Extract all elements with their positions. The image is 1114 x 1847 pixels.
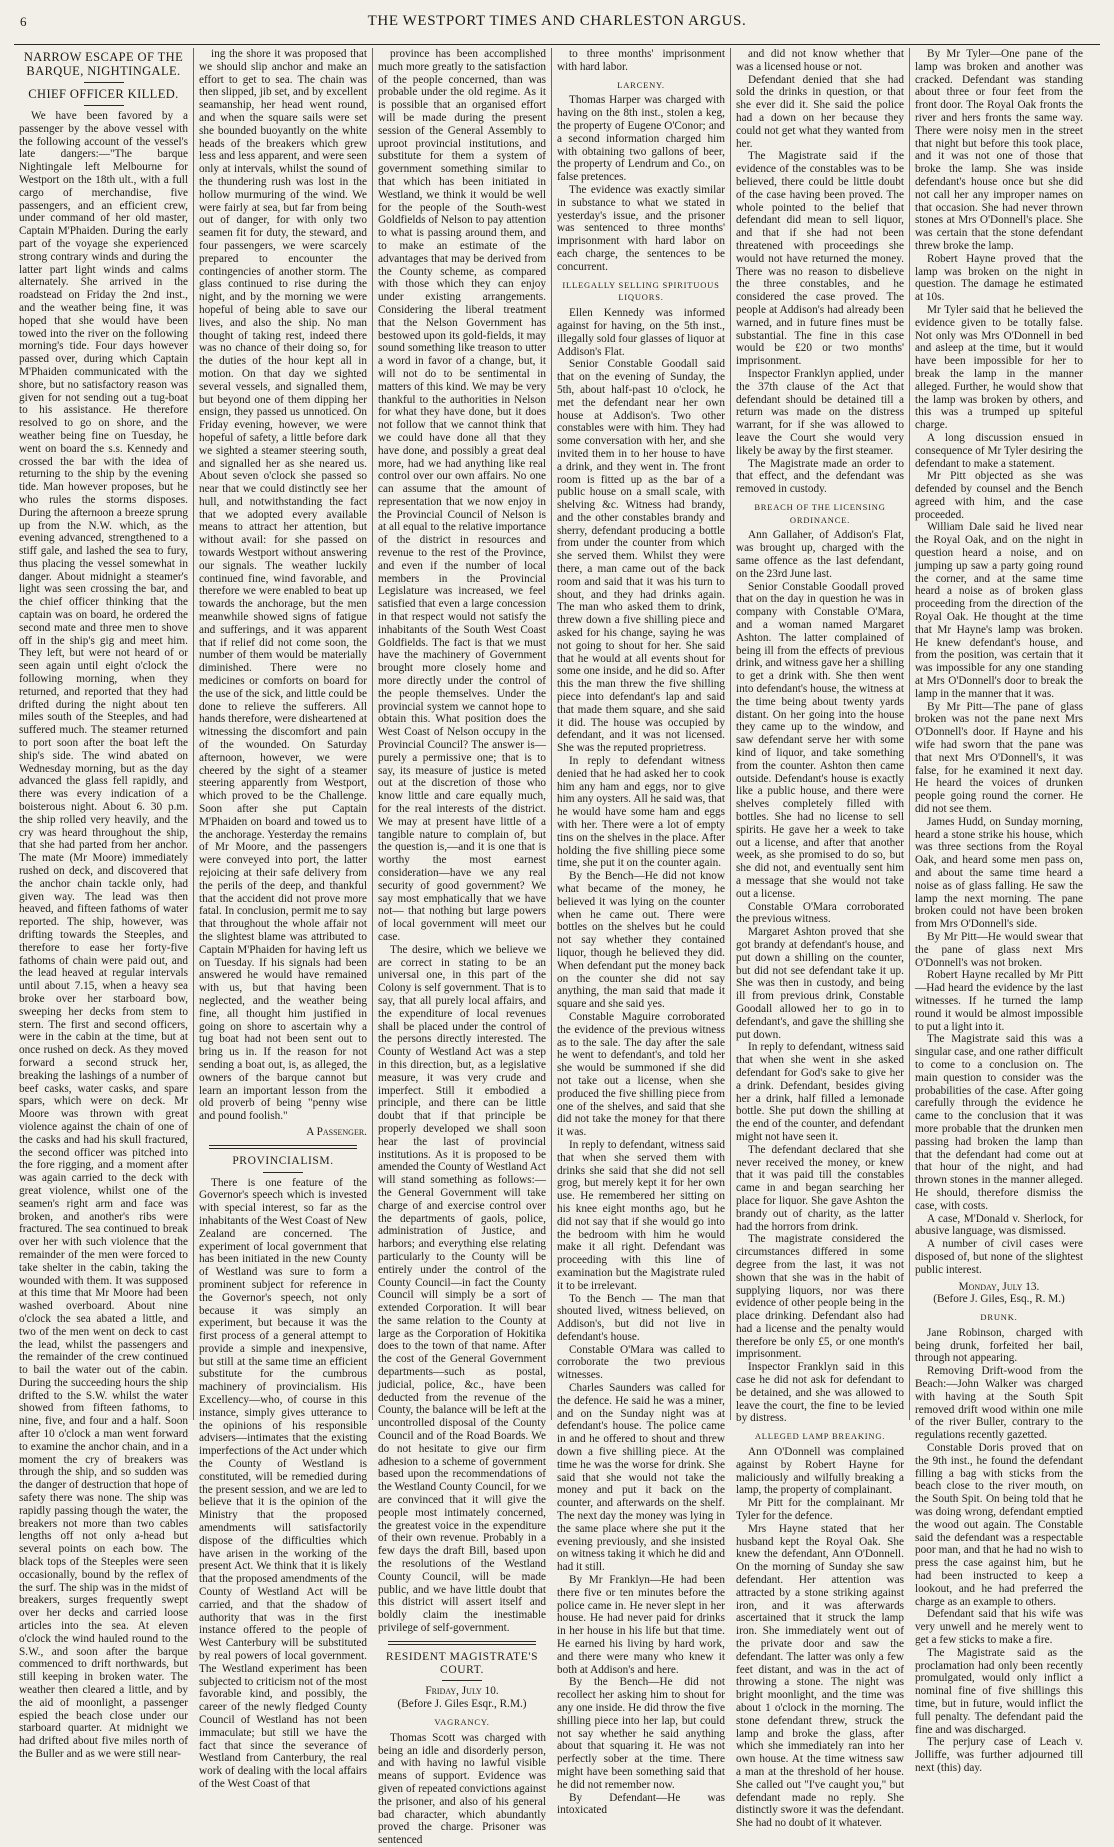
paragraph: Mr Pitt for the complainant. Mr Tyler for the defence. <box>736 1497 904 1523</box>
case-subheading: ILLEGALLY SELLING SPIRITUOUS LIQUORS. <box>562 279 720 303</box>
paragraph: Ann O'Donnell was complained against by Robert Hayne for maliciously and wilfully breaking a lamp, the property of complainant. <box>736 1446 904 1497</box>
paragraph: James Hudd, on Sunday morning, heard a stone strike his house, which was three sections from the Royal Oak, and heard some men pass on, and about the same time heard a noise as of glass falling. He saw the lamp the next morning. The pane broken could not have been broken from Mrs O'Donnell's side. <box>915 815 1083 931</box>
article-subheading-chief-officer: CHIEF OFFICER KILLED. <box>28 87 179 101</box>
paragraph: In reply to defendant, witness said that when she served them with drinks she said that she did not sell grog, but merely kept it for her own use. He remembered her sitting on his knee eight months ago, but he did not say that if she would go into the bedroom with him he would make it all right. Defendant was proceeding with this line of examination but the Magistrate ruled it to be irrelevant. <box>557 1138 725 1292</box>
paragraph: The Magistrate made an order to that effect, and the defendant was removed in custody. <box>736 457 904 496</box>
paragraph: Thomas Scott was charged with being an idle and disorderly person, and with having no lawful visible means of support. Evidence was given of repeated convictions against the prisoner, and also of his general bad character, which abundantly proved the charge. Prisoner was sentenced <box>378 1731 546 1847</box>
paragraph: Removing Drift-wood from the Beach:—John Walker was charged with having at the South Spit removed drift wood within one mile of the river Buller, contrary to the regulations recently gazetted. <box>915 1365 1083 1442</box>
paragraph: Robert Hayne proved that the lamp was broken on the night in question. The damage he estimated at 10s. <box>915 252 1083 304</box>
paragraph: to three months' imprisonment with hard labor. <box>557 48 725 73</box>
paragraph: The Magistrate said as the proclamation had only been recently promulgated, would only inflict a nominal fine of five shillings this time, but in future, would inflict the full penalty. The defendant paid the fine and was discharged. <box>915 1646 1083 1736</box>
paragraph: A number of civil cases were disposed of, but none of the slightest public interest. <box>915 1238 1083 1276</box>
paragraph: The magistrate considered the circumstances differed in some degree from the last, it was not shown that she was in the habit of supplying liquors, nor was there evidence of other people being in the place drinking. Defendant also had had a license and the penalty would therefore be only £5, or one month's imprisonment. <box>736 1233 904 1361</box>
dateline: Friday, July 10. <box>425 1685 499 1698</box>
columns <box>14 48 1100 1847</box>
paragraph: By Mr Pitt—The pane of glass broken was not the pane next Mrs O'Donnell's door. If Hayne and his wife had sworn that the pane was that next Mrs O'Donnell's, it was false, for he examined it next day. He heard the voices of drunken people going round the corner. He did not see them. <box>915 700 1083 816</box>
paragraph: By the Bench—He did not recollect her asking him to shout for any one inside. He did throw the five shilling piece into her lap, but could not say whether he said anything about that squaring it. He was not perfectly sober at the time. There might have been something said that he did not remember now. <box>557 1676 725 1791</box>
divider <box>84 82 124 83</box>
column-5 <box>730 48 909 1830</box>
paragraph: Senior Constable Goodall proved that on the day in question he was in company with Constable O'Mara, and a woman named Margaret Ashton. The latter complained of being ill from the effects of previous drink, and witness gave her a shilling to get a drink with. She then went into defendant's house, the witness at the time being about twenty yards distant. On her going into the house they came up to the window, and saw defendant serve her with some kind of liquor, and take something from the counter. Ashton then came outside. Defendant's house is exactly like a public house, and there were shelves completely filled with bottles. She had no license to sell spirits. He gave her a week to take out a license, and after that another week, as she promised to do so, but she did not, and eventually sent him a message that she would not take out a license. <box>736 580 904 900</box>
paragraph: To the Bench — The man that shouted lived, witness believed, on Addison's, but did not live in defendant's house. <box>557 1292 725 1343</box>
paragraph: Constable O'Mara was called to corroborate the two previous witnesses. <box>557 1343 725 1382</box>
paragraph: Jane Robinson, charged with being drunk, forfeited her bail, through not appearing. <box>915 1326 1083 1365</box>
paragraph: By Mr Franklyn—He had been there five or ten minutes before the police came in. He never slept in her house. He had never paid for drinks in her house in his life but that time. He earned his living by hard work, and there were many who knew it both at Addison's and here. <box>557 1574 725 1676</box>
paragraph: Senior Constable Goodall said that on the evening of Sunday, the 5th, about half-past 10 o'clock, he met the defendant near her own house at Addison's. Two other constables were with him. They had some conversation with her, and she invited them in to her house to have a drink, and they went in. The front room is fitted up as the bar of a public house on a small scale, with shelving &c. Witness had brandy, and the other constables brandy and sherry, defendant producing a bottle from under the counter from which she served them. Whilst they were there, a man came out of the back room and said that it was his turn to shout, and they had drinks again. The man who asked them to drink, threw down a five shilling piece and asked for his change, saying he was not going to shout for her. She said that he would at all events shout for some one inside, and he did so. After this the man threw the five shilling piece into defendant's lap and said that made them square, and she said it did. The house was occupied by defendant, and it was not licensed. She was the reputed proprietress. <box>557 358 725 755</box>
paragraph: Ellen Kennedy was informed against for having, on the 5th inst., illegally sold four glasses of liquor at Addison's Flat. <box>557 307 725 358</box>
paragraph: ing the shore it was proposed that we should slip anchor and make an effort to get to sea. The chain was then slipped, jib set, and by excellent seamanship, her head went round, and when the square sails were set she bounded buoyantly on the white heads of the breakers which grew less and less apparent, and were seen only at intervals, whilst the sound of the thundering rush was lost in the hollow murmuring of the wind. We were fairly at sea, but far from being out of danger, for with only two seamen fit for duty, the steward, and four passengers, we were scarcely prepared to encounter the contingencies of another storm. The glass continued to rise during the night, and by the morning we were hopeful of being able to save our lives, and also the ship. No man thought of taking rest, indeed there was no chance of their doing so, for the duties of the hour kept all in motion. On that day we sighted several vessels, and signalled them, but beyond one of them dipping her ensign, they passed us unnoticed. On Friday evening, however, we were hopeful of safety, a little before dark we sighted a steamer steering south, and signalled her as she neared us. About seven o'clock she passed so near that we could distinctly see her hull, and notwithstanding the fact that we adopted every available means to attract her attention, but without avail: for she passed on towards Westport without answering our signals. The weather luckily continued fine, wind favorable, and therefore we were enabled to beat up towards the anchorage, but the men meanwhile showed signs of fatigue and sufferings, and it was apparent that if relief did not come soon, the number of them would be materially diminished. There were no medicines or comforts on board for the use of the sick, and little could be done to relieve the sufferers. All hands therefore, were disheartened at witnessing the discomfort and pain of the wounded. On Saturday afternoon, however, we were cheered by the sight of a steamer steering apparently from Westport, which proved to be the Challenge. Soon after she put Captain M'Phaiden on board and towed us to the anchorage. Yesterday the remains of Mr Moore, and the passengers were conveyed into port, the latter rejoicing at their safe delivery from the perils of the deep, and thankful that the accident did not prove more fatal. In conclusion, permit me to say that throughout the whole affair not the slightest blame was attributed to Captain M'Phaiden for having left us on Tuesday. If his signals had been answered he would have remained with us, but that having been neglected, and the weather being fine, all thought him justified in going on shore to ascertain why a tug boat had not been sent out to bring us in. If the reason for not sending a boat out, is, as alleged, the owners of the barque cannot but learn an important lesson from the old proverb of being "penny wise and pound foolish." <box>199 48 367 1123</box>
paragraph: By the Bench—He did not know what became of the money, he believed it was lying on the counter when he came out. There were bottles on the shelves but he could not say whether they contained liquor, though he believed they did. When defendant put the money back on the counter she did not say anything, the man said that made it square and she said yes. <box>557 870 725 1011</box>
paragraph: Constable Doris proved that on the 9th inst., he found the defendant filling a bag with sticks from the beach close to the river mouth, on the South Spit. On being told that he was doing wrong, defendant emptied the wood out again. The Constable said the defendant was a respectable poor man, and that he had no wish to press the case against him, but he had been instructed to keep a lookout, and he had preferred the charge as an example to others. <box>915 1442 1083 1608</box>
page-number: 6 <box>20 14 27 29</box>
divider <box>388 1641 536 1645</box>
paragraph: Defendant said that his wife was very unwell and he merely went to get a few sticks to make a fire. <box>915 1608 1083 1647</box>
paragraph: There is one feature of the Governor's speech which is invested with special interest, so far as the inhabitants of the West Coast of New Zealand are concerned. The experiment of local government that has been initiated in the new County of Westland was sure to form a prominent subject for reference in the Governor's speech, not only because it was simply an experiment, but because it was the first process of a general attempt to provide a simple and inexpensive, but still at the same time an efficient substitute for the cumbrous machinery of provincialism. His Excellency—who, of course in this instance, simply gives utterance to the opinions of his responsible advisers—intimates that the existing imperfections of the Act under which the County of Westland is constituted, will be remedied during the present session, and we are led to believe that it is the opinion of the Ministry that the proposed amendments will satisfactorily dispose of the difficulties which have arisen in the working of the present Act. We think that it is likely that the proposed amendments of the County of Westland Act will be carried, and that the shadow of authority that was in the first instance offered to the people of West Canterbury will be substituted by real powers of local government. The Westland experiment has been subjected to criticism not of the most favorable kind, and possibly, the career of the newly fledged County Council of Westland has not been immaculate; but still we have the fact that since the severance of Westland from Canterbury, the real work of dealing with the local affairs of the West Coast of that <box>199 1176 367 1790</box>
paragraph: Inspector Franklyn said in this case he did not ask for defendant to be detained, and she was allowed to leave the court, the fine to be levied by distress. <box>736 1361 904 1425</box>
paragraph: By Mr Tyler—One pane of the lamp was broken and another was cracked. Defendant was standing about three or four feet from the front door. The Royal Oak fronts the river and hers fronts the same way. There were noisy men in the street that night but before this took place, and it was not one of those that broke the lamp. She was inside defendant's house once but she did not call her any improper names on that occasion. She had never thrown stones at Mrs O'Donnell's place. She was certain that the stone defendant threw broke the lamp. <box>915 48 1083 252</box>
paragraph: The desire, which we believe we are correct in stating to be an universal one, in this part of the Colony is self government. That is to say, that all purely local affairs, and the expenditure of local revenues shall be placed under the control of the persons directly interested. The County of Westland Act was a step in this direction, but, as a legislative measure, it was very crude and imperfect. Still it embodied a principle, and there can be little doubt that if that principle be properly developed we shall soon hear the last of provincial institutions. As it is proposed to be amended the County of Westland Act will stand something as follows:—the General Government will take charge of and exercise control over the departments of gaols, police, administration of Justice, and harbors; and everything else relating particularly to the County will be entirely under the control of the County Council—in fact the County Council will simply be a sort of extended Corporation. It will bear the same relation to the County at large as the Corporation of Hokitika does to the town of that name. After the cost of the General Government departments—such as postal, judicial, police, &c., have been deducted from the revenue of the County, the balance will be left at the uncontrolled disposal of the County Council and of the Road Boards. We do not hesitate to give our firm adhesion to a scheme of government based upon the recommendations of the Westland County Council, for we are convinced that it will give the people most intimately concerned, the greatest voice in the expenditure of their own revenue. Probably in a few days the draft Bill, based upon the resolutions of the Westland County Council, will be made public, and we have little doubt that this district will assert itself and boldly claim the inestimable privilege of self-government. <box>378 943 546 1635</box>
paragraph: The Magistrate said this was a singular case, and one rather difficult to come to a conclusion on. The main question to consider was the probabilities of the case. After going carefully through the evidence he came to the conclusion that it was more probable that the drunken men passing had broken the lamp than that the defendant had come out at that hour of the night, and had thrown stones in the manner alleged. He should, therefore dismiss the case, with costs. <box>915 1033 1083 1212</box>
column-4 <box>551 48 730 1817</box>
column-3 <box>372 48 551 1847</box>
bench-line: (Before J. Giles, Esq., R. M.) <box>933 1293 1065 1306</box>
article-heading-court: RESIDENT MAGISTRATE'S COURT. <box>385 1650 539 1676</box>
column-2 <box>193 48 372 1790</box>
dateline: Monday, July 13. <box>958 1280 1040 1293</box>
article-heading-nightingale: NARROW ESCAPE OF THE BARQUE, NIGHTINGALE. <box>23 50 184 78</box>
paragraph: Margaret Ashton proved that she got brandy at defendant's house, and put down a shilling on the counter, but did not see defendant take it up. She was then in custody, and being ill from previous drink, Constable Goodall allowed her to go in to defendant's, and gave the shilling she put down. <box>736 926 904 1041</box>
paragraph: Constable O'Mara corroborated the previous witness. <box>736 900 904 926</box>
paragraph: We have been favored by a passenger by the above vessel with the following account of the vessel's late dangers:—"The barque Nightingale left Melbourne for Westport on the 18th ult., with a full cargo of merchandise, five passengers, and an efficient crew, under command of her old master, Captain M'Phaiden. During the early part of the voyage she experienced strong contrary winds and during the latter part light winds and calms alternately. She arrived in the roadstead on Friday the 2nd inst., and the weather being fine, it was hoped that she would have been towed into the river on the following morning's tide. Four days however passed over, during which Captain M'Phaiden communicated with the shore, but no satisfactory reason was given for not sending out a tug-boat to his assistance. He therefore resolved to go on shore, and the weather being fine on Tuesday, he went on board the s.s. Kennedy and crossed the bar with the idea of returning to the ship by the evening tide. Man however proposes, but he who rules the storms disposes. During the afternoon a breeze sprung up from the N.W. which, as the evening advanced, strengthened to a stiff gale, and lashed the sea to fury, thus placing the vessel somewhat in danger. About midnight a steamer's light was seen crossing the bar, and the chief officer thinking that the captain was on board, he ordered the second mate and three men to shove off in the ship's gig and meet him. They left, but were not heard of or seen again until eight o'clock the following morning, when they returned, and reported that they had drifted during the night about ten miles south of the Steeples, and had suffered much. The steamer returned to port soon after the boat left the ship's side. The wind abated on Wednesday morning, but as the day advanced the glass fell rapidly, and there was every indication of a boisterous night. About 6. 30 p.m. the ship rolled very heavily, and the cry was heard throughout the ship, that she had parted from her anchor. The mate (Mr Moore) immediately rushed on deck, and discovered that the anchor chain tackle only, had given way. The lead was then heaved, and fifteen fathoms of water reported. The ship, however, was drifting towards the Steeples, and therefore to ease her forty-five fathoms of chain were paid out, and the lead heaved at regular intervals until about 7.15, when a heavy sea broke over her starboard bow, sweeping her decks from stem to stern. The first and second officers, were in the cabin at the time, but at once rushed on deck. As they moved forward a second struck her, breaking the lashings of a number of beef casks, water casks, and spare spars, which were on deck. Mr Moore was thrown with great violence against the chain of one of the casks and had his skull fractured, the second officer was pitched into the fore rigging, and a moment after was again carried to the deck with great violence, whilst one of the seamen's right arm and face was broken, and another's ribs were fractured. The sea continued to break over her with such violence that the remainder of the men were forced to take shelter in the cabin, taking the wounded with them. It was supposed at this time that Mr Moore had been washed overboard. About nine o'clock the sea abated a little, and two of the men went on deck to cast the lead, whilst the passengers and the remainder of the crew continued to bail the water out of the cabin. During the succeeding hours the ship drifted to the S.W. whilst the water showed from fifteen fathoms, to nine, five, and four and a half. Soon after 10 o'clock a man went forward to examine the anchor chain, and in a moment the cry of breakers was through the ship, and so sudden was the danger of destruction that hope of safety there was none. The ship was rapidly passing though the water, the breakers not more than two cables lengths off not only a-head but several points on each bow. The black tops of the Steeples were seen occasionally, bound by the reflex of the surf. The ship was in the midst of breakers, surges frequently swept over her decks and carried loose articles into the sea. At eleven o'clock the wind hauled round to the S.W., and soon after the barque commenced to drift northwards, but still keeping in broken water. The weather then cleared a little, and by the aid of moonlight, a passenger espied the beach close under our starboard quarter. At midnight we had drifted about five miles north of the Buller and as we were still near- <box>19 110 188 1760</box>
paragraph: A long discussion ensued in consequence of Mr Tyler desiring the defendant to make a statement. <box>915 431 1084 470</box>
paragraph: Mr Tyler said that he believed the evidence given to be totally false. Not only was Mrs O'Donnell in bed and asleep at the time, but it would have been impossible for her to break the lamp in the manner alleged. Further, he would show that the lamp was broken by others, and this was a trumped up spiteful charge. <box>915 303 1083 432</box>
paragraph: William Dale said he lived near the Royal Oak, and on the night in question heard a noise, and on jumping up saw a party going round the corner, and at the same time heard a noise as of broken glass proceeding from the direction of the Royal Oak. He thought at the time that Mr Hayne's lamp was broken. He knew defendant's house, and from the position, was certain that it was impossible for any one standing at Mrs O'Donnell's door to break the lamp in the manner that it was. <box>915 521 1083 700</box>
paragraph: By Mr Pitt—He would swear that the pane of glass next Mrs O'Donnell's was not broken. <box>915 930 1083 969</box>
paragraph: Thomas Harper was charged with having on the 8th inst., stolen a keg, the property of Eugene O'Conor; and a second information charged him with obtaining two gallons of beer, the property of Lendrum and Co., on false pretences. <box>557 94 725 184</box>
paragraph: Inspector Franklyn applied, under the 37th clause of the Act that defendant should be detained till a return was made on the distress warrant, for if she was allowed to leave the Court she would very likely be away by the first steamer. <box>736 367 904 457</box>
divider <box>84 105 124 106</box>
paragraph: Mrs Hayne stated that her husband kept the Royal Oak. She knew the defendant, Ann O'Donnell. On the morning of Sunday she saw defendant. Her attention was attracted by a stone striking against iron, and it was afterwards ascertained that it struck the lamp iron. She immediately went out of the private door and saw the defendant. The latter was only a few feet distant, and was in the act of throwing a stone. The night was bright moonlight, and the time was about 1 o'clock in the morning. The stone defendant threw, struck the lamp and broke the glass, after which she immediately ran into her own house. At the time witness saw a man at the threshold of her house. She called out "I've caught you," but defendant made no reply. She distinctly swore it was the defendant. She had no doubt of it whatever. <box>736 1522 904 1830</box>
masthead <box>14 0 1100 45</box>
article-heading-provincialism: PROVINCIALISM. <box>232 1154 334 1167</box>
bench-line: (Before J. Giles Esqr., R.M.) <box>397 1698 527 1711</box>
column-1 <box>14 48 193 1760</box>
paragraph: province has been accomplished much more greatly to the satisfaction of the people concerned, than was probable under the old regime. As it is possible that an organised effort will be made during the present session of the General Assembly to uproot provincial institutions, and substitute for them a system of government something similar to that which has been initiated in Westland, we think it would be well for the people of the South-west Goldfields of Nelson to pay attention to what is passing around them, and to make an estimate of the advantages that may be derived from the County scheme, as compared with those which they can enjoy under existing arrangements. Considering the liberal treatment that the Nelson Government has bestowed upon its gold-fields, it may sound something like treason to utter a word in favor of a change, but, it will not do to be sentimental in matters of this kind. We may be very thankful to the authorities in Nelson for what they have done, but it does not follow that we cannot think that we could have done all that they have done, and possibly a great deal more, had we had anything like real control over our own affairs. No one can assume that the amount of representation that we now enjoy in the Provincial Council of Nelson is at all equal to the relative importance of the district in resources and revenue to the rest of the Province, and even if the number of local members in the Provincial Legislature was increased, we feel satisfied that even a large concession in that respect would not satisfy the inhabitants of the South West Coast Goldfields. The fact is that we must have the machinery of Government brought more closely home and more directly under the control of the people themselves. Under the provincial system we cannot hope to obtain this. What position does the West Coast of Nelson occupy in the Provincial Council? The answer is—purely a permissive one; that is to say, its measure of justice is meted out at the discretion of those who know little and care equally much, for the real interests of the district. We may at present have little of a tangible nature to complain of, but the question is,—and it is one that is worthy the most earnest consideration—have we any real security of good government? We say most emphatically that we have not— that nothing but large powers of local government will meet our case. <box>378 48 546 943</box>
paragraph: The evidence was exactly similar in substance to what we stated in yesterday's issue, and the prisoner was sentenced to three months' imprisonment with hard labor on each charge, the sentences to be concurrent. <box>557 183 725 273</box>
paragraph: Ann Gallaher, of Addison's Flat, was brought up, charged with the same offence as the last defendant, on the 23rd June last. <box>736 529 904 580</box>
paragraph: A case, M'Donald v. Sherlock, for abusive language, was dismissed. <box>915 1212 1083 1238</box>
paragraph: The defendant declared that she never received the money, or knew that it was paid till the constables came in and began searching her place for liquor. She gave Ashton the brandy out of charity, as the latter had the horrors from drink. <box>736 1143 904 1233</box>
case-subheading: BREACH OF THE LICENSING ORDINANCE. <box>754 501 886 525</box>
paragraph: Charles Saunders was called for the defence. He said he was a miner, and on the Sunday night was at defendant's house. The police came in and he offered to shout and threw down a five shilling piece. At the time he was the worse for drink. She said that she would not take the money and put it back on the counter, and afterwards on the shelf. The next day the money was lying in the same place where she put it the evening previously, and she insisted on witness taking it which he did and had it still. <box>557 1382 725 1574</box>
divider <box>209 1145 357 1149</box>
case-subheading: DRUNK. <box>980 1312 1018 1323</box>
divider <box>442 1680 482 1681</box>
case-subheading: LARCENY. <box>617 79 665 90</box>
paragraph: The perjury case of Leach v. Jolliffe, was further adjourned till next (this) day. <box>915 1736 1083 1774</box>
paragraph: and did not know whether that was a licensed house or not. <box>736 48 904 73</box>
paragraph: The Magistrate said if the evidence of the constables was to be believed, there could be little doubt of the case having been proved. The whole pointed to the belief that defendant did mean to sell liquor, and that if she had not been threatened with proceedings she would not have returned the money. There was no reason to disbelieve the three constables, and he considered the case proved. The people at Addison's had already been warned, and in future fines must be substantial. The fine in this case would be £20 or two months' imprisonment. <box>736 150 904 368</box>
divider <box>263 1172 303 1173</box>
paragraph: In reply to defendant witness denied that he had asked her to cook him any ham and eggs, nor to give him any oysters. All he said was, that he would have some ham and eggs with her. There were a lot of empty tins on the shelves in the place. After holding the five shilling piece some time, she put it on the counter again. <box>557 755 725 870</box>
column-6 <box>909 48 1088 1774</box>
paragraph: Robert Hayne recalled by Mr Pitt—Had heard the evidence by the last witnesses. If he turned the lamp round it would be almost impossible to put a light into it. <box>915 969 1083 1033</box>
case-subheading: VAGRANCY. <box>434 1717 490 1727</box>
case-subheading: ALLEGED LAMP BREAKING. <box>754 1431 886 1442</box>
running-title: THE WESTPORT TIMES AND CHARLESTON ARGUS. <box>367 13 747 29</box>
paragraph: In reply to defendant, witness said that when she went in she asked defendant for God's sake to give her a drink. Defendant, besides giving her a drink, half filled a lemonade bottle. She put down the shilling at the end of the counter, and defendant might not have seen it. <box>736 1041 904 1143</box>
paragraph: Defendant denied that she had sold the drinks in question, or that she ever did it. She said the police had a down on her because they could not get what they wanted from her. <box>736 73 904 150</box>
paragraph: By Defendant—He was intoxicated <box>557 1791 725 1817</box>
paragraph: Mr Pitt objected as she was defended by counsel and the Bench agreed with him, and the case proceeded. <box>915 470 1083 521</box>
paragraph: Constable Maguire corroborated the evidence of the previous witness as to the sale. The day after the sale he went to defendant's, and told her she would be summoned if she did not take out a license, when she produced the five shilling piece from one of the shelves, and said that she did not take the money for that there it was. <box>557 1010 725 1139</box>
article-signature: A Passenger. <box>306 1125 367 1138</box>
